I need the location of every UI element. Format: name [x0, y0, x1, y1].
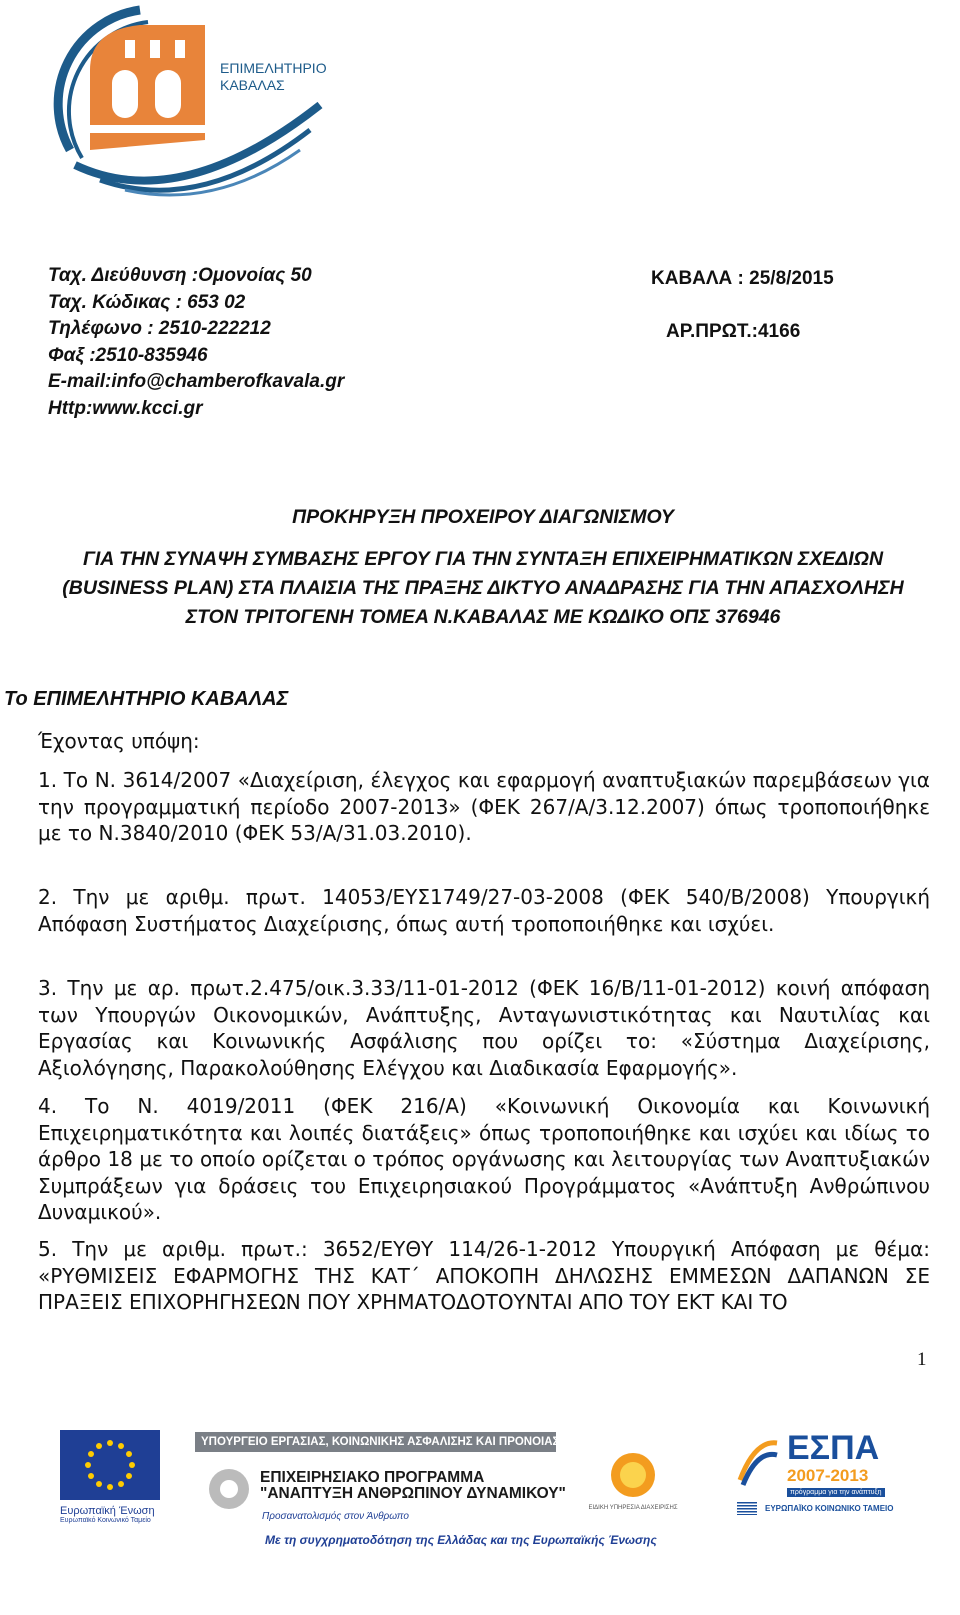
document-subtitle	[0, 545, 960, 632]
chamber-logo	[30, 0, 350, 210]
espa-swoosh-icon	[735, 1435, 780, 1490]
espa-fund: ΕΥΡΩΠΑΪΚΟ ΚΟΙΝΩΝΙΚΟ ΤΑΜΕΙΟ	[765, 1504, 894, 1513]
authority-logo	[578, 1445, 688, 1525]
document-title: ΠΡΟΚΗΡΥΞΗ ΠΡΟΧΕΙΡΟΥ ΔΙΑΓΩΝΙΣΜΟΥ	[292, 506, 674, 528]
contact-email: E-mail:info@chamberofkavala.gr	[48, 371, 345, 392]
logo-text	[220, 60, 327, 94]
protocol-line: ΑΡ.ΠΡΩΤ.:4166	[666, 321, 801, 342]
espa-logo	[735, 1430, 905, 1535]
program-emblem-icon	[205, 1465, 253, 1513]
paragraph-5: 5. Την με αριθμ. πρωτ.: 3652/ΕΥΘΥ 114/26-1-2012 Υπουργική Απόφαση με θέμα: «ΡΥΘΜΙΣΕΙΣ ΕΦΑΡΜΟΓΗΣ ΤΗΣ ΚΑΤ΄ ΑΠΟΚΟΠΗ ΔΗΛΩΣΗΣ ΕΜΜΕΣΩΝ ΔΑΠΑΝΩΝ ΣΕ ΠΡΑΞΕΙΣ ΕΠΙΧΟΡΗΓΗΣΕΩΝ ΠΟΥ ΧΡΗΜΑΤΟΔΟΤΟΥΝΤΑΙ ΑΠΟ ΤΟΥ ΕΚΤ ΚΑΙ ΤΟ	[38, 1237, 930, 1314]
paragraph-2: 2. Την με αριθμ. πρωτ. 14053/ΕΥΣ1749/27-03-2008 (ΦΕΚ 540/Β/2008) Υπουργική Απόφαση Συστήματος Διαχείρισης, όπως αυτή τροποποιήθηκε και ισχύει.	[38, 885, 930, 936]
subtitle-line-3: ΣΤΟΝ ΤΡΙΤΟΓΕΝΗ ΤΟΜΕΑ Ν.ΚΑΒΑΛΑΣ ΜΕ ΚΩΔΙΚΟ ΟΠΣ 376946	[185, 606, 781, 628]
eu-label-1: Ευρωπαϊκή Ένωση	[60, 1505, 155, 1517]
espa-years: 2007-2013	[787, 1466, 869, 1485]
eu-flag-logo	[60, 1430, 160, 1530]
eu-flag-icon	[60, 1430, 160, 1500]
contact-postcode: Ταχ. Κώδικας : 653 02	[48, 291, 246, 313]
contact-address: Ταχ. Διεύθυνση :Ομονοίας 50	[48, 265, 312, 286]
espa-name: ΕΣΠΑ	[787, 1429, 880, 1467]
contact-fax: Φαξ :2510-835946	[48, 344, 208, 366]
paragraph-3: 3. Την με αρ. πρωτ.2.475/οικ.3.33/11-01-2012 (ΦΕΚ 16/Β/11-01-2012) κοινή απόφαση των Υπουργών Οικονομικών, Ανάπτυξης, Ανταγωνιστικότητας και Ναυτιλίας και Εργασίας και Κοινωνικής Ασφάλισης που ορίζει το: «Σύστημα Διαχείρισης, Αξιολόγησης, Παρακολούθησης Ελέγχου και Διαδικασία Εφαρμογής».	[38, 976, 930, 1080]
eu-label-2: Ευρωπαϊκό Κοινωνικό Ταμείο	[60, 1517, 151, 1524]
date-line: ΚΑΒΑΛΑ : 25/8/2015	[651, 268, 834, 289]
contact-phone: Τηλέφωνο : 2510-222212	[48, 318, 271, 339]
chamber-logo-graphic	[30, 0, 330, 210]
program-title	[260, 1470, 566, 1502]
paragraph-1: 1. Το Ν. 3614/2007 «Διαχείριση, έλεγχος και εφαρμογή αναπτυξιακών παρεμβάσεων για την προγραμματική περίοδο 2007-2013» (ΦΕΚ 267/Α/3.12.2007) όπως τροποποιήθηκε με το Ν.3840/2010 (ΦΕΚ 53/Α/31.03.2010).	[38, 768, 930, 845]
subtitle-line-2: (BUSINESS PLAN) ΣΤΑ ΠΛΑΙΣΙΑ ΤΗΣ ΠΡΑΞΗΣ ΔΙΚΤΥΟ ΑΝΑΔΡΑΣΗΣ ΓΙΑ ΤΗΝ ΑΠΑΣΧΟΛΗΣΗ	[62, 577, 904, 599]
issuer-line: Το ΕΠΙΜΕΛΗΤΗΡΙΟ ΚΑΒΑΛΑΣ	[4, 688, 289, 710]
paragraph-4: 4. Το Ν. 4019/2011 (ΦΕΚ 216/Α) «Κοινωνική Οικονομία και Κοινωνική Επιχειρηματικότητα και λοιπές διατάξεις» όπως τροποποιήθηκε και ισχύει και ιδίως το άρθρο 18 με το οποίο ορίζεται ο τρόπος οργάνωσης και λειτουργίας των Αναπτυξιακών Συμπράξεων για δράσεις του Επιχειρησιακού Προγράμματος «Ανάπτυξη Ανθρώπινου Δυναμικού».	[38, 1094, 930, 1224]
program-line-1: ΕΠΙΧΕΙΡΗΣΙΑΚΟ ΠΡΟΓΡΑΜΜΑ	[260, 1469, 485, 1486]
authority-label: ΕΙΔΙΚΗ ΥΠΗΡΕΣΙΑ ΔΙΑΧΕΙΡΙΣΗΣ	[588, 1505, 678, 1511]
contact-block	[48, 263, 344, 422]
program-slogan: Προσανατολισμός στον Άνθρωπο	[262, 1511, 409, 1522]
logo-line2: ΚΑΒΑΛΑΣ	[220, 77, 285, 93]
espa-tagline: πρόγραμμα για την ανάπτυξη	[787, 1488, 885, 1497]
subtitle-line-1: ΓΙΑ ΤΗΝ ΣΥΝΑΨΗ ΣΥΜΒΑΣΗΣ ΕΡΓΟΥ ΓΙΑ ΤΗΝ ΣΥΝΤΑΞΗ ΕΠΙΧΕΙΡΗΜΑΤΙΚΩΝ ΣΧΕΔΙΩΝ	[82, 548, 884, 570]
logo-line1: ΕΠΙΜΕΛΗΤΗΡΙΟ	[220, 60, 327, 76]
program-line-2: "ΑΝΑΠΤΥΞΗ ΑΝΘΡΩΠΙΝΟΥ ΔΥΝΑΜΙΚΟΥ"	[260, 1485, 566, 1502]
greek-flag-icon	[737, 1502, 757, 1515]
sun-icon	[598, 1445, 668, 1500]
cofinance-line: Με τη συγχρηματοδότηση της Ελλάδας και της Ευρωπαϊκής Ένωσης	[265, 1533, 657, 1547]
contact-website: Http:www.kcci.gr	[48, 397, 203, 419]
ministry-banner: ΥΠΟΥΡΓΕΙΟ ΕΡΓΑΣΙΑΣ, ΚΟΙΝΩΝΙΚΗΣ ΑΣΦΑΛΙΣΗΣ ΚΑΙ ΠΡΟΝΟΙΑΣ	[195, 1432, 556, 1452]
considering-line: Έχοντας υπόψη:	[38, 729, 200, 753]
footer	[0, 1420, 960, 1610]
page-number: 1	[917, 1349, 927, 1370]
